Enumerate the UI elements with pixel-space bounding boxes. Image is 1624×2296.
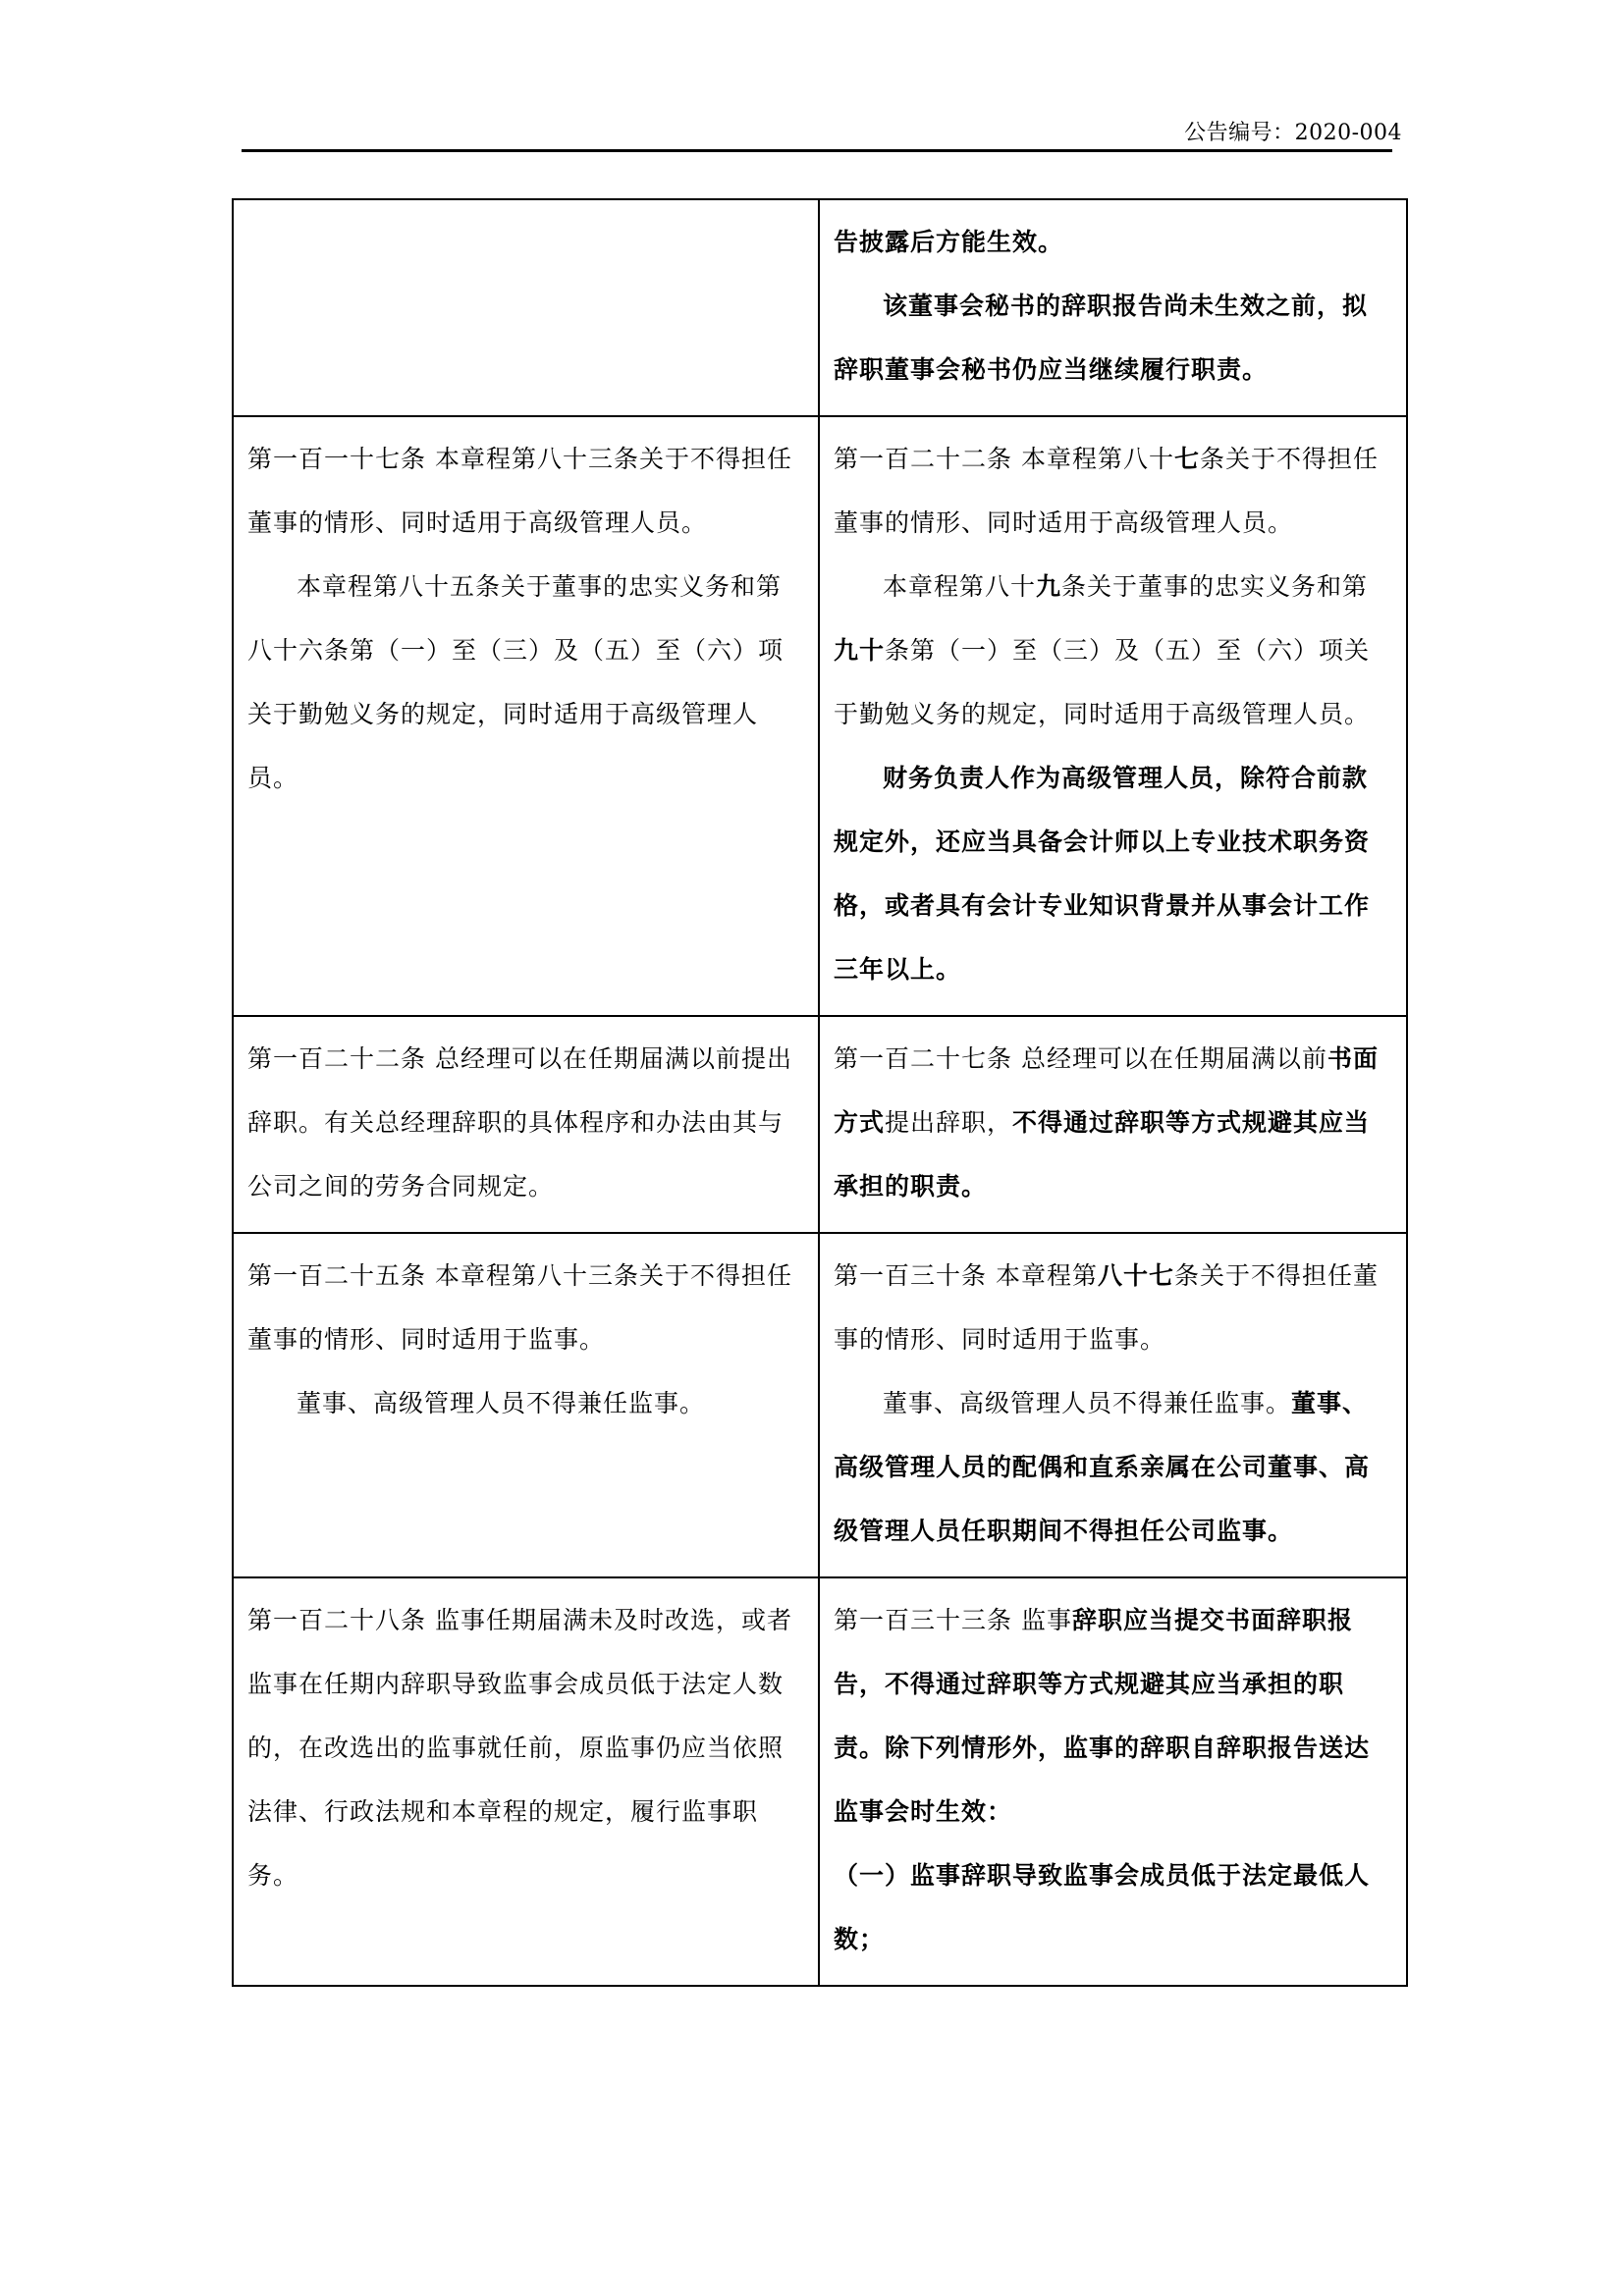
revised-text-bold: （一）监事辞职导致监事会成员低于法定最低人数； [834, 1861, 1371, 1953]
clause-paragraph [834, 210, 1392, 274]
clause-paragraph [834, 1588, 1392, 1843]
clause-paragraph [834, 1244, 1392, 1371]
revised-text-bold: 八十七 [1097, 1261, 1174, 1290]
clause-text: 第一百三十条 本章程第 [834, 1261, 1098, 1290]
clause-paragraph [247, 1027, 804, 1218]
clause-paragraph [247, 555, 804, 810]
original-clause-cell [233, 1577, 819, 1986]
clause-text: 本章程第八十五条关于董事的忠实义务和第八十六条第（一）至（三）及（五）至（六）项关于勤勉义务的规定，同时适用于高级管理人员。 [247, 572, 785, 792]
clause-text: 条关于不得担任董事的情形、同时适用于监事。 [834, 1261, 1379, 1354]
comparison-table [232, 198, 1408, 1987]
table-row [233, 1016, 1407, 1233]
revised-text-bold: 九 [1036, 572, 1062, 601]
announcement-number: 公告编号：2020-004 [1184, 121, 1402, 145]
revised-text-bold: 告披露后方能生效。 [834, 228, 1064, 256]
revised-clause-cell [819, 1233, 1407, 1577]
revised-text-bold: 不得通过辞职等方式规避其应当承担的职责。 [834, 1108, 1371, 1201]
revised-text-bold: 该董事会秘书的辞职报告尚未生效之前，拟辞职董事会秘书仍应当继续履行职责。 [834, 292, 1369, 384]
clause-text: 第一百三十三条 监事 [834, 1606, 1072, 1634]
clause-text: 第一百二十二条 总经理可以在任期届满以前提出辞职。有关总经理辞职的具体程序和办法由其与公司之间的劳务合同规定。 [247, 1044, 792, 1201]
table-row [233, 416, 1407, 1016]
clause-paragraph [834, 1027, 1392, 1218]
original-clause-cell [233, 199, 819, 416]
clause-paragraph [834, 555, 1392, 746]
clause-paragraph [247, 1588, 804, 1907]
header-divider [242, 149, 1392, 152]
clause-text: 条第（一）至（三）及（五）至（六）项关于勤勉义务的规定，同时适用于高级管理人员。 [834, 636, 1371, 728]
clause-text: 第一百二十五条 本章程第八十三条关于不得担任董事的情形、同时适用于监事。 [247, 1261, 792, 1354]
revised-clause-cell [819, 199, 1407, 416]
clause-paragraph [247, 1244, 804, 1371]
revised-text-bold: 董事、高级管理人员的配偶和直系亲属在公司董事、高级管理人员任职期间不得担任公司监事。 [834, 1389, 1371, 1545]
original-clause-cell [233, 1233, 819, 1577]
clause-paragraph [834, 274, 1392, 401]
revised-text-bold: 辞职应当提交书面辞职报告，不得通过辞职等方式规避其应当承担的职责。除下列情形外，监事的辞职自辞职报告送达监事会时生效： [834, 1606, 1371, 1826]
clause-paragraph [834, 1843, 1392, 1971]
clause-text: 第一百二十二条 本章程第八十 [834, 445, 1174, 473]
original-clause-cell [233, 416, 819, 1016]
clause-text: 董事、高级管理人员不得兼任监事。 [883, 1389, 1292, 1417]
clause-text: 第一百二十八条 监事任期届满未及时改选，或者监事在任期内辞职导致监事会成员低于法定人数的，在改选出的监事就任前，原监事仍应当依照法律、行政法规和本章程的规定，履行监事职务。 [247, 1606, 792, 1890]
clause-paragraph [247, 1371, 804, 1435]
clause-text: 第一百二十七条 总经理可以在任期届满以前 [834, 1044, 1327, 1073]
clause-text: 提出辞职， [885, 1108, 1013, 1137]
clause-text: 董事、高级管理人员不得兼任监事。 [297, 1389, 706, 1417]
table-row [233, 1577, 1407, 1986]
clause-text: 本章程第八十 [883, 572, 1037, 601]
clause-paragraph [834, 1371, 1392, 1563]
revised-clause-cell [819, 1577, 1407, 1986]
table-row [233, 199, 1407, 416]
clause-paragraph [247, 427, 804, 555]
revised-clause-cell [819, 416, 1407, 1016]
original-clause-cell [233, 1016, 819, 1233]
revised-clause-cell [819, 1016, 1407, 1233]
revised-text-bold: 书面方式 [834, 1044, 1379, 1137]
clause-text: 条关于董事的忠实义务和第 [1061, 572, 1369, 601]
table-row [233, 1233, 1407, 1577]
clause-paragraph [834, 746, 1392, 1001]
clause-paragraph [834, 427, 1392, 555]
revised-text-bold: 九十 [834, 636, 886, 665]
clause-text: 第一百一十七条 本章程第八十三条关于不得担任董事的情形、同时适用于高级管理人员。 [247, 445, 792, 537]
revised-text-bold: 财务负责人作为高级管理人员，除符合前款规定外，还应当具备会计师以上专业技术职务资格，或者具有会计专业知识背景并从事会计工作三年以上。 [834, 764, 1371, 984]
clause-text: 条关于不得担任董事的情形、同时适用于高级管理人员。 [834, 445, 1379, 537]
comparison-table-body [233, 199, 1407, 1986]
revised-text-bold: 七 [1173, 445, 1200, 473]
